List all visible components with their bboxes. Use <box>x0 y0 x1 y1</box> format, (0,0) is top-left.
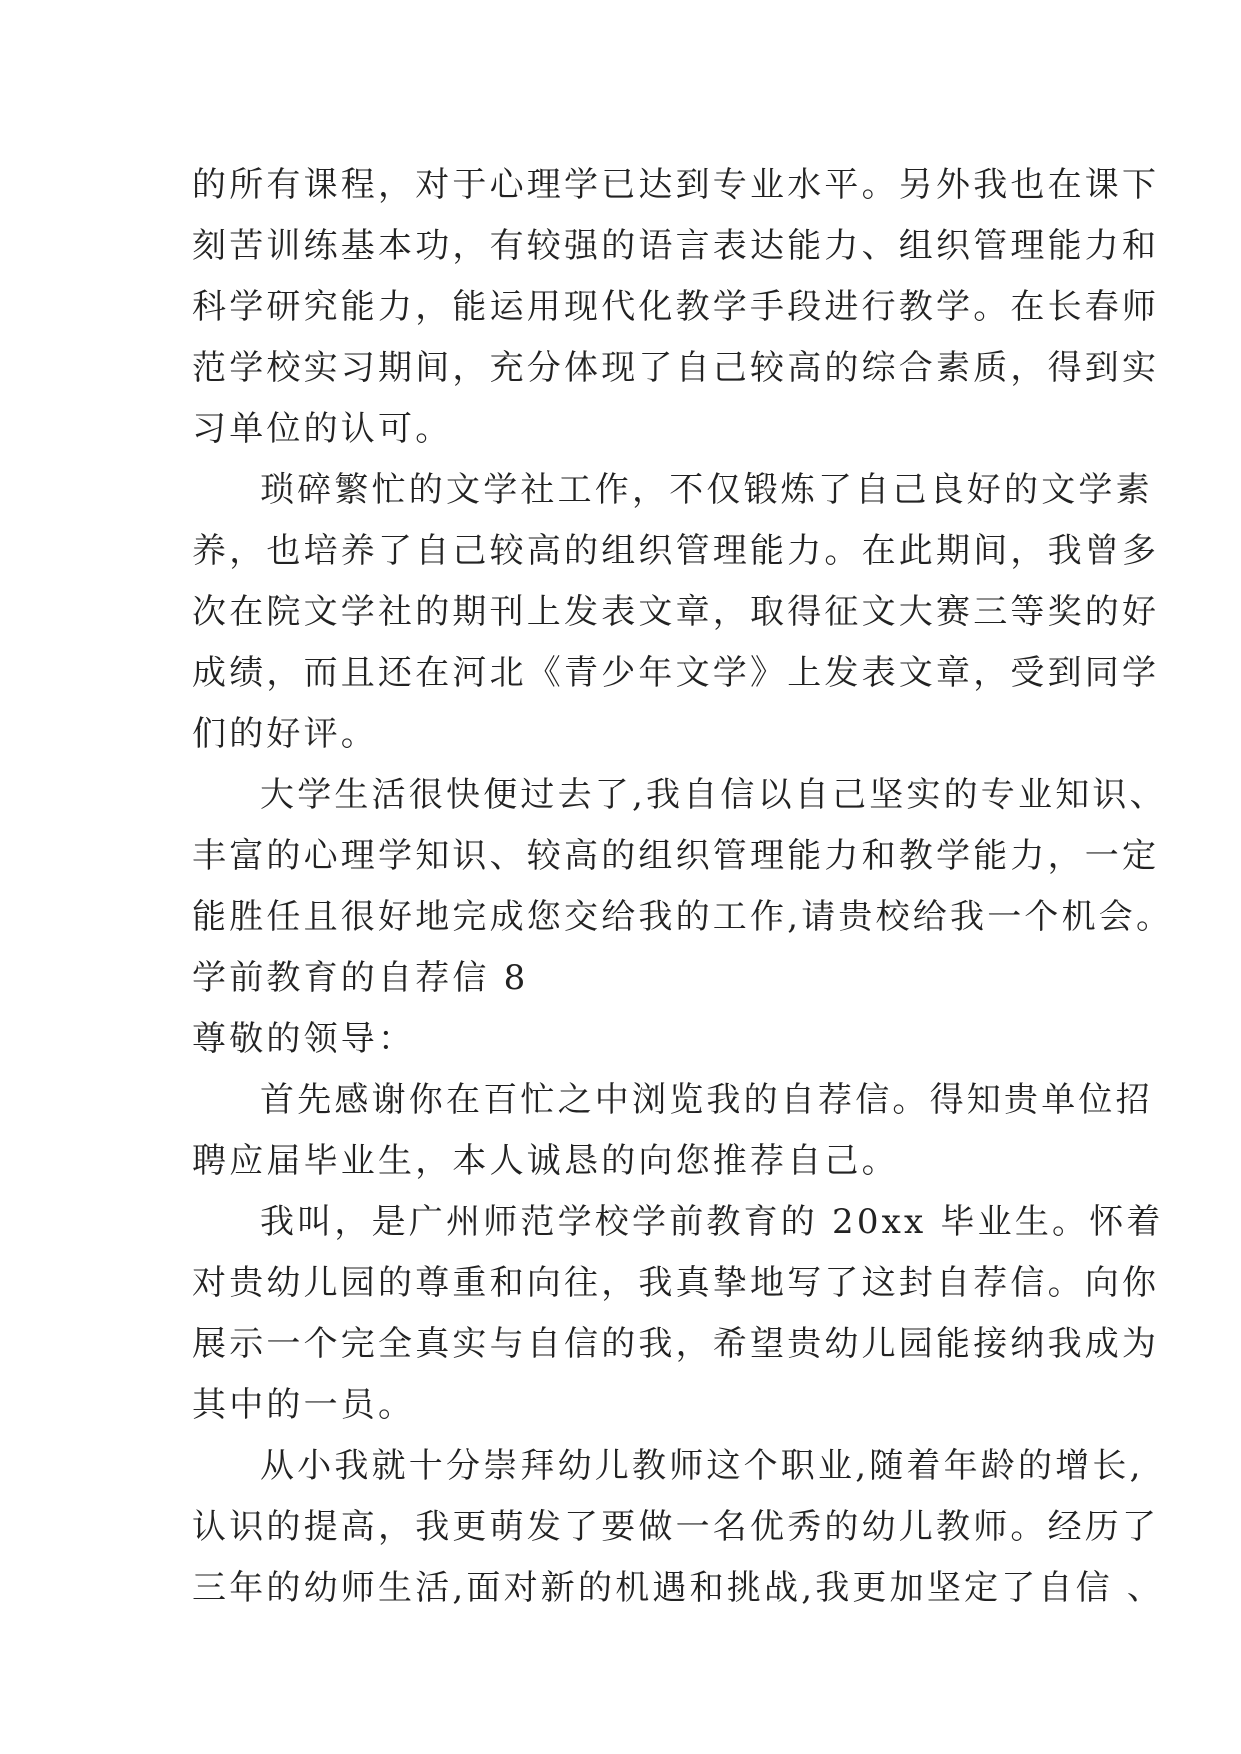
paragraph-line: 三年的幼师生活,面对新的机遇和挑战,我更加坚定了自信 、 <box>192 1568 1165 1608</box>
paragraph-line: 聘应届毕业生，本人诚恳的向您推荐自己。 <box>192 1141 899 1181</box>
paragraph-line: 习单位的认可。 <box>192 409 453 449</box>
paragraph-line: 刻苦训练基本功，有较强的语言表达能力、组织管理能力和 <box>192 226 1160 266</box>
paragraph-first-line: 首先感谢你在百忙之中浏览我的自荐信。得知贵单位招 <box>260 1080 1153 1120</box>
section-heading: 学前教育的自荐信 8 <box>192 958 529 998</box>
paragraph-line: 们的好评。 <box>192 714 378 754</box>
paragraph-first-line: 从小我就十分崇拜幼儿教师这个职业,随着年龄的增长, <box>260 1446 1144 1486</box>
paragraph-first-line: 大学生活很快便过去了,我自信以自己坚实的专业知识、 <box>260 775 1167 815</box>
paragraph-line: 的所有课程，对于心理学已达到专业水平。另外我也在课下 <box>192 165 1160 205</box>
paragraph-line: 丰富的心理学知识、较高的组织管理能力和教学能力，一定 <box>192 836 1160 876</box>
paragraph-line: 能胜任且很好地完成您交给我的工作,请贵校给我一个机会。 <box>192 897 1174 937</box>
paragraph-line: 成绩，而且还在河北《青少年文学》上发表文章，受到同学 <box>192 653 1160 693</box>
paragraph-line: 对贵幼儿园的尊重和向往，我真挚地写了这封自荐信。向你 <box>192 1263 1160 1303</box>
paragraph-line: 科学研究能力，能运用现代化教学手段进行教学。在长春师 <box>192 287 1160 327</box>
paragraph-line: 次在院文学社的期刊上发表文章，取得征文大赛三等奖的好 <box>192 592 1160 632</box>
paragraph-first-line: 我叫，是广州师范学校学前教育的 20xx 毕业生。怀着 <box>260 1202 1164 1242</box>
salutation: 尊敬的领导： <box>192 1019 416 1059</box>
paragraph-line: 养，也培养了自己较高的组织管理能力。在此期间，我曾多 <box>192 531 1160 571</box>
paragraph-line: 展示一个完全真实与自信的我，希望贵幼儿园能接纳我成为 <box>192 1324 1160 1364</box>
paragraph-line: 范学校实习期间，充分体现了自己较高的综合素质，得到实 <box>192 348 1160 388</box>
document-body <box>192 155 1174 1619</box>
paragraph-line: 认识的提高，我更萌发了要做一名优秀的幼儿教师。经历了 <box>192 1507 1160 1547</box>
paragraph-first-line: 琐碎繁忙的文学社工作，不仅锻炼了自己良好的文学素 <box>260 470 1153 510</box>
paragraph-line: 其中的一员。 <box>192 1385 416 1425</box>
